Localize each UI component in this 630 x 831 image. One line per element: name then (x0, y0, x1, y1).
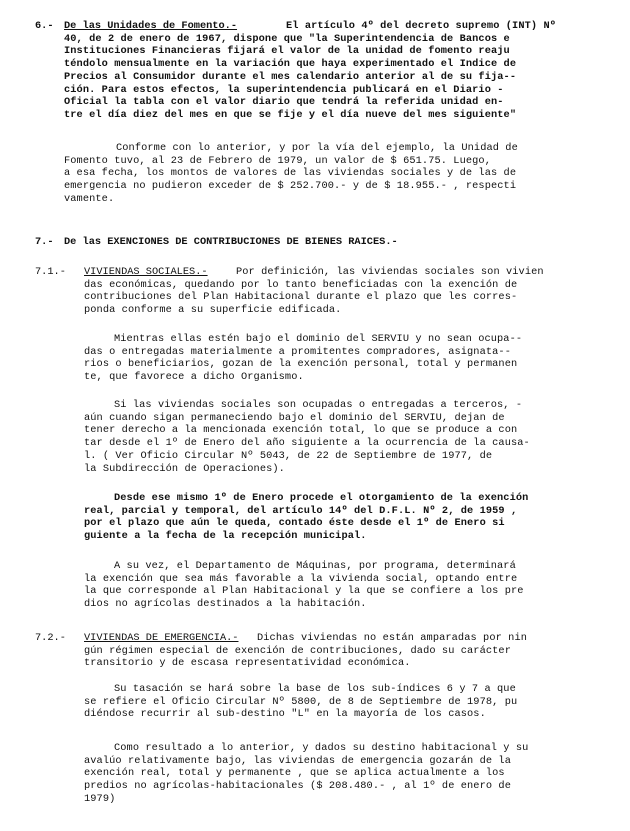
text-line: se refiere el Oficio Circular Nº 5800, de 8 de Septiembre de 1978, pu (84, 695, 518, 708)
section-7-2-paragraph-1 (84, 632, 527, 670)
text-line: a esa fecha, los montos de valores de las viviendas sociales y de las de (64, 167, 517, 180)
text-line: guiente a la fecha de la recepción municipal. (84, 530, 367, 543)
text-line: por el plazo que aún le queda, contado éste desde el 1º de Enero si (84, 517, 505, 530)
section-6-paragraph-1 (64, 20, 556, 122)
text-line: das o entregadas materialmente a promitentes compradores, asignata-- (84, 345, 511, 358)
text-line: tre el día diez del mes en que se fije y el día nueve del mes siguiente" (64, 108, 517, 121)
text-line: vamente. (64, 192, 115, 205)
text-line: das económicas, quedando por lo tanto beneficiadas con la exención de (84, 278, 518, 291)
section-7-1-paragraph-4 (84, 492, 528, 543)
text-line: Oficial la tabla con el valor diario que tendrá la referida unidad en- (64, 96, 504, 109)
text-line: téndolo mensualmente en la variación que haya experimentado el Indice de (64, 58, 517, 71)
section-7-1-paragraph-3 (84, 399, 530, 475)
text-line: la exención que sea más favorable a la vivienda social, optando entre (84, 572, 518, 585)
section-7-2-number: 7.2.- (35, 632, 66, 644)
text-line: real, parcial y temporal, del artículo 14º del D.F.L. Nº 2, de 1959 , (84, 504, 518, 517)
text-line: la que corresponde al Plan Habitacional y la que se confiere a los pre (84, 585, 524, 598)
text-line: diéndose recurrir al sub-destino "L" en la mayoría de los casos. (84, 708, 486, 721)
text-line: avalúo relativamente bajo, las viviendas de emergencia gozarán de la (84, 754, 511, 767)
text-line: Instituciones Financieras fijará el valor de la unidad de fomento reaju (64, 45, 510, 58)
text-line: Como resultado a lo anterior, y dados su destino habitacional y su (114, 742, 529, 754)
section-6-heading: De las Unidades de Fomento.- (64, 20, 238, 32)
text-line: rios o beneficiarios, gozan de la exención personal, total y permanen (84, 358, 518, 371)
text-line: te, que favorece a dicho Organismo. (84, 371, 304, 384)
section-7-2-heading: VIVIENDAS DE EMERGENCIA.- (84, 632, 239, 644)
text-line: Por definición, las viviendas sociales son vivien (236, 266, 544, 278)
section-7-1-heading: VIVIENDAS SOCIALES.- (84, 266, 208, 278)
text-line: l. ( Ver Oficio Circular Nº 5043, de 22 de Septiembre de 1977, de (84, 449, 493, 462)
section-7-1-paragraph-2 (84, 333, 522, 384)
section-7-1-number: 7.1.- (35, 266, 66, 278)
text-line: Fomento tuvo, al 23 de Febrero de 1979, un valor de $ 651.75. Luego, (64, 154, 491, 167)
section-7-heading: De las EXENCIONES DE CONTRIBUCIONES DE BIENES RAICES.- (64, 236, 398, 248)
text-line: 1979) (84, 792, 116, 805)
text-line: contribuciones del Plan Habitacional durante el plazo que les corres- (84, 291, 518, 304)
text-line: aún cuando sigan permaneciendo bajo el dominio del SERVIU, dejan de (84, 411, 505, 424)
text-line: Dichas viviendas no están amparadas por nin (257, 632, 528, 644)
text-line: dios no agrícolas destinados a la habitación. (84, 598, 367, 611)
section-7-2-paragraph-2 (84, 683, 517, 721)
text-line: tener derecho a la mencionada exención total, lo que se produce a con (84, 424, 518, 437)
text-line: 40, de 2 de enero de 1967, dispone que "la Superintendencia de Bancos e (64, 32, 510, 45)
section-6-paragraph-2 (64, 142, 518, 206)
text-line: ponda conforme a su superficie edificada. (84, 304, 342, 317)
section-7-number: 7.- (35, 236, 54, 248)
section-7-1-paragraph-5 (84, 560, 524, 611)
text-line: gún régimen especial de exención de contribuciones, dado su carácter (84, 644, 511, 657)
text-line: Precios al Consumidor durante el mes calendario anterior al de su fija-- (64, 70, 517, 83)
section-7-2-paragraph-3 (84, 742, 528, 806)
text-line: Desde ese mismo 1º de Enero procede el otorgamiento de la exención (114, 492, 529, 504)
text-line: Mientras ellas estén bajo el dominio del SERVIU y no sean ocupa-- (114, 333, 523, 345)
text-line: Si las viviendas sociales son ocupadas o entregadas a terceros, - (114, 399, 523, 411)
text-line: exención real, total y permanente , que se aplica actualmente a los (84, 767, 505, 780)
text-line: A su vez, el Departamento de Máquinas, por programa, determinará (114, 560, 516, 572)
section-7-1-paragraph-1 (84, 266, 544, 317)
text-line: ción. Para estos efectos, la superintendencia publicará en el Diario - (64, 83, 504, 96)
text-line: la Subdirección de Operaciones). (84, 462, 285, 475)
text-line: predios no agrícolas-habitacionales ($ 208.480.- , al 1º de enero de (84, 780, 511, 793)
text-line: El artículo 4º del decreto supremo (INT) Nº (286, 20, 557, 32)
text-line: tar desde el 1º de Enero del año siguiente a la ocurrencia de la causa- (84, 437, 530, 450)
section-6-number: 6.- (35, 20, 54, 32)
text-line: emergencia no pudieron exceder de $ 252.700.- y de $ 18.955.- , respecti (64, 180, 517, 193)
text-line: Conforme con lo anterior, y por la vía del ejemplo, la Unidad de (116, 142, 518, 154)
text-line: Su tasación se hará sobre la base de los sub-índices 6 y 7 a que (114, 683, 516, 695)
text-line: transitorio y de escasa representatividad económica. (84, 657, 411, 670)
